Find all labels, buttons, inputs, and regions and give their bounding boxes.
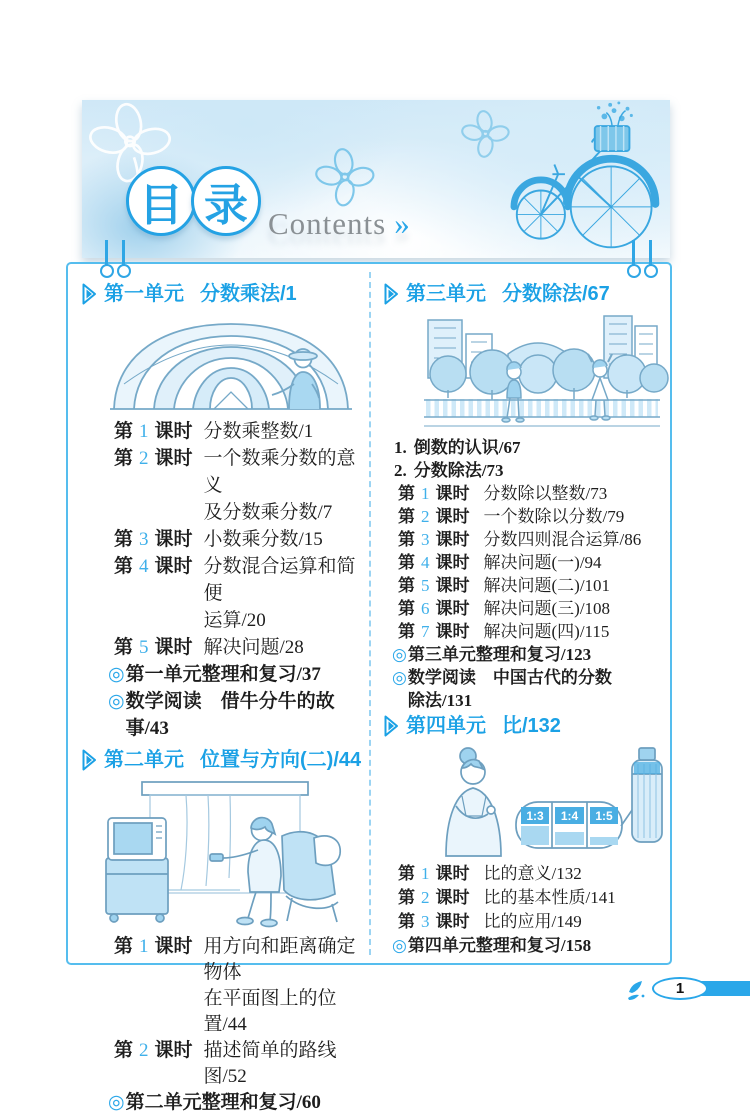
lesson-label: 第 4 课时	[398, 553, 470, 572]
double-chevron-icon: »	[394, 206, 411, 241]
unit-title	[82, 280, 366, 308]
toc-entry	[384, 436, 666, 459]
lesson-number: 5	[421, 576, 430, 595]
lesson-label: 第 6 课时	[398, 599, 470, 618]
entry-title: 小数乘分数/15	[203, 529, 323, 550]
toc-entry	[384, 934, 666, 958]
lesson-number: 1	[139, 936, 149, 957]
lesson-label: 第 1 课时	[398, 484, 470, 503]
lesson-label: 第 5 课时	[114, 637, 193, 658]
toc-column-right	[384, 280, 666, 958]
lesson-label: 第 2 课时	[398, 888, 470, 907]
lesson-number: 2	[139, 448, 149, 469]
lesson-label: 第 5 课时	[398, 576, 470, 595]
binder-ring-icon	[644, 264, 658, 278]
lesson-number: 2	[421, 888, 430, 907]
lesson-number: 3	[421, 912, 430, 931]
entry-title: 分数四则混合运算/86	[483, 530, 642, 549]
entry-title: 倒数的认识/67	[413, 438, 521, 457]
toc-entry	[384, 910, 666, 934]
entry-title: 解决问题(三)/108	[483, 599, 611, 618]
unit-label: 第一单元	[104, 283, 184, 305]
toc-entry	[82, 688, 366, 742]
toc-entry	[82, 634, 366, 661]
column-divider	[369, 272, 371, 955]
greenhouse-farmer-illustration	[106, 312, 366, 412]
binder-ring-icon	[627, 264, 641, 278]
toc-entry	[384, 886, 666, 910]
toc-entry	[82, 1038, 366, 1090]
toc-entry	[82, 418, 366, 445]
lesson-number: 2	[139, 1040, 149, 1061]
lesson-label: 第 2 课时	[114, 1040, 193, 1061]
toc-entry	[384, 459, 666, 482]
entry-title: 分数除法/73	[413, 461, 504, 480]
toc-entry	[384, 482, 666, 505]
header-banner	[82, 100, 670, 258]
entry-title: 解决问题(二)/101	[483, 576, 611, 595]
entry-title: 第三单元整理和复习/123	[407, 645, 592, 664]
flower-outline-icon	[462, 110, 514, 164]
binder-ring-icon	[117, 264, 131, 278]
lesson-list	[82, 418, 366, 742]
ratio-label: 1:5	[595, 809, 613, 823]
entry-title: 第二单元整理和复习/60	[125, 1092, 321, 1113]
unit-name: 比/132	[502, 715, 561, 737]
logo-text: 录	[204, 181, 248, 230]
binder-ring-icon	[100, 264, 114, 278]
bullet-icon: ◎	[392, 936, 407, 955]
lesson-label: 第 3 课时	[398, 530, 470, 549]
lesson-label: 第 1 课时	[398, 864, 470, 883]
ratio-label: 1:4	[560, 809, 579, 823]
contents-subtitle: Contents »	[268, 206, 411, 241]
toc-entry	[384, 597, 666, 620]
woman-ratio-bottle-illustration	[418, 744, 666, 856]
lesson-label: 第 1 课时	[114, 421, 193, 442]
entry-title: 解决问题(四)/115	[483, 622, 610, 641]
toc-entry	[82, 445, 366, 526]
bullet-icon: ◎	[108, 664, 125, 685]
lesson-label: 第 2 课时	[114, 448, 193, 469]
unit-section-1	[82, 280, 366, 742]
lesson-number: 7	[421, 622, 430, 641]
lesson-number: 2	[421, 507, 430, 526]
toc-entry	[384, 551, 666, 574]
entry-number: 1.	[394, 438, 407, 457]
entry-title: 描述简单的路线图/52	[203, 1040, 337, 1087]
entry-title: 分数乘整数/1	[203, 421, 314, 442]
unit-section-3	[384, 280, 666, 712]
toc-logo-char-1	[126, 166, 196, 236]
unit-arrow-icon	[384, 283, 399, 305]
toc-entry	[384, 862, 666, 886]
lesson-number: 1	[139, 421, 149, 442]
toc-entry	[384, 505, 666, 528]
entry-title: 解决问题/28	[203, 637, 304, 658]
lesson-number: 3	[421, 530, 430, 549]
toc-logo-char-2	[191, 166, 261, 236]
lesson-label: 第 2 课时	[398, 507, 470, 526]
entry-number: 2.	[394, 461, 407, 480]
lesson-number: 4	[421, 553, 430, 572]
bullet-icon: ◎	[392, 668, 407, 687]
unit-title	[384, 712, 666, 740]
lesson-label: 第 3 课时	[398, 912, 470, 931]
entry-title: 数学阅读 中国古代的分数 除法/131	[407, 668, 612, 710]
unit-name: 位置与方向(二)/44	[200, 749, 362, 771]
toc-entry	[384, 620, 666, 643]
page-number-badge	[652, 977, 708, 1000]
lesson-number: 1	[421, 484, 430, 503]
bullet-icon: ◎	[392, 645, 407, 664]
entry-title: 用方向和距离确定物体 在平面图上的位置/44	[203, 936, 356, 1035]
flower-outline-icon	[316, 148, 380, 214]
page-footer	[625, 976, 750, 1000]
toc-column-left	[82, 280, 366, 1116]
lesson-number: 5	[139, 637, 149, 658]
unit-section-2	[82, 746, 366, 1116]
entry-title: 比的意义/132	[483, 864, 582, 883]
entry-title: 一个数乘分数的意义 及分数乘分数/7	[203, 448, 356, 523]
entry-title: 比的应用/149	[483, 912, 582, 931]
lesson-label: 第 1 课时	[114, 936, 193, 957]
page-number: 1	[675, 979, 685, 997]
unit-title	[82, 746, 366, 774]
lesson-label: 第 3 课时	[114, 529, 193, 550]
bullet-icon: ◎	[108, 1092, 125, 1113]
toc-content-box	[66, 262, 672, 1113]
ratio-label: 1:3	[526, 809, 544, 823]
toc-entry	[82, 661, 366, 688]
lesson-list	[384, 862, 666, 958]
unit-arrow-icon	[82, 283, 97, 305]
lesson-number: 1	[421, 864, 430, 883]
unit-label: 第二单元	[104, 749, 184, 771]
lesson-number: 4	[139, 556, 149, 577]
unit-title	[384, 280, 666, 308]
lesson-label: 第 4 课时	[114, 556, 193, 577]
toc-entry	[82, 526, 366, 553]
lesson-number: 6	[421, 599, 430, 618]
entry-title: 解决问题(一)/94	[483, 553, 602, 572]
bicycle-illustration	[512, 100, 666, 256]
toc-entry	[82, 553, 366, 634]
entry-title: 第一单元整理和复习/37	[125, 664, 321, 685]
logo-text: 目	[139, 181, 183, 230]
unit-label: 第四单元	[406, 715, 486, 737]
toc-entry	[82, 1090, 366, 1116]
toc-entry	[384, 528, 666, 551]
entry-title: 一个数除以分数/79	[483, 507, 625, 526]
entry-title: 分数混合运算和简便 运算/20	[203, 556, 356, 631]
unit-label: 第三单元	[406, 283, 486, 305]
living-room-tv-illustration	[90, 778, 366, 928]
entry-title: 比的基本性质/141	[483, 888, 616, 907]
lesson-list	[82, 934, 366, 1116]
leaf-icon	[625, 980, 649, 1002]
unit-name: 分数除法/67	[502, 283, 610, 305]
unit-arrow-icon	[82, 749, 97, 771]
park-children-illustration	[422, 312, 666, 430]
toc-entry	[82, 934, 366, 1038]
lesson-list	[384, 436, 666, 712]
lesson-number: 3	[139, 529, 149, 550]
unit-section-4	[384, 712, 666, 958]
entry-title: 分数除以整数/73	[483, 484, 608, 503]
entry-title: 第四单元整理和复习/158	[407, 936, 592, 955]
toc-entry	[384, 643, 666, 666]
entry-title: 数学阅读 借牛分牛的故事/43	[125, 691, 335, 739]
bullet-icon: ◎	[108, 691, 125, 712]
unit-name: 分数乘法/1	[200, 283, 297, 305]
toc-entry	[384, 574, 666, 597]
toc-entry	[384, 666, 666, 712]
unit-arrow-icon	[384, 715, 399, 737]
lesson-label: 第 7 课时	[398, 622, 470, 641]
